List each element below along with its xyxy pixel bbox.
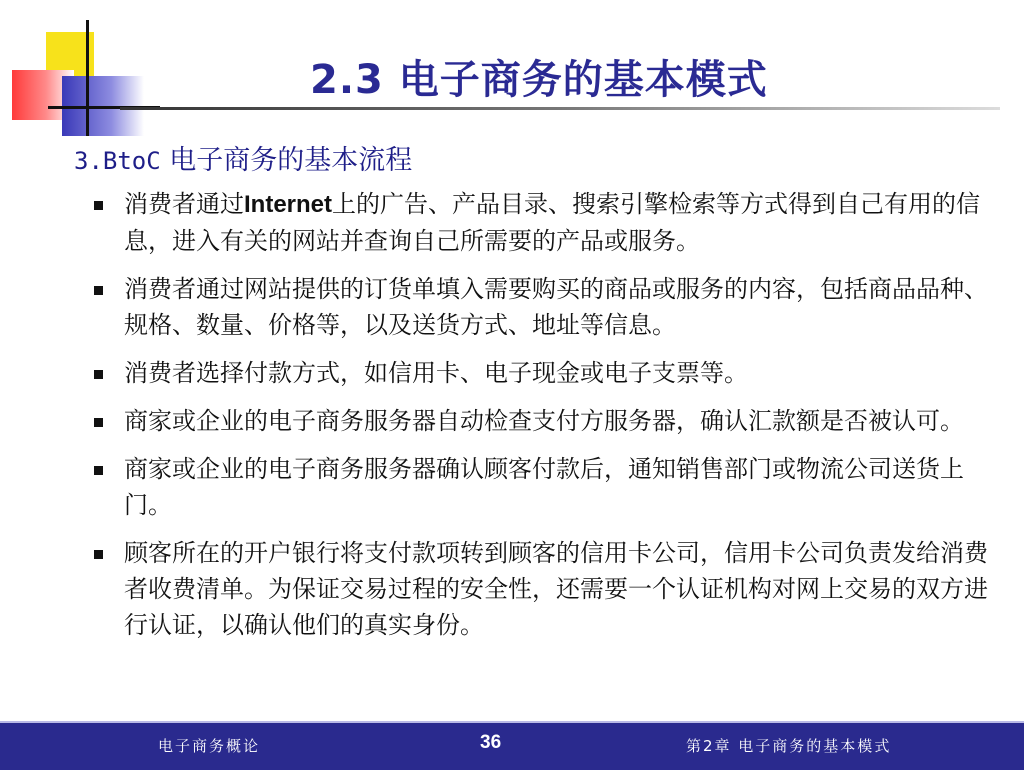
section-number: 3.BtoC [74, 147, 161, 175]
title-divider [120, 107, 1000, 110]
section-heading [74, 138, 412, 177]
bullet-list [90, 186, 990, 655]
bullet-item: 消费者选择付款方式，如信用卡、电子现金或电子支票等。 [90, 355, 990, 391]
slide-logo-decoration [0, 0, 160, 140]
footer-course-title: 电子商务概论 [158, 737, 261, 755]
bullet-item: 顾客所在的开户银行将支付款项转到顾客的信用卡公司，信用卡公司负责发给消费者收费清单。为保证交易过程的安全性，还需要一个认证机构对网上交易的双方进行认证，以确认他们的真实身份。 [90, 535, 990, 643]
page-number: 36 [480, 732, 502, 753]
slide-footer [0, 721, 1024, 770]
square-bullet-icon [94, 418, 103, 427]
square-bullet-icon [94, 201, 103, 210]
logo-vertical-line [86, 20, 89, 136]
slide-title: 2.3 电子商务的基本模式 [310, 57, 768, 103]
square-bullet-icon [94, 286, 103, 295]
square-bullet-icon [94, 370, 103, 379]
square-bullet-icon [94, 466, 103, 475]
square-bullet-icon [94, 550, 103, 559]
bullet-item: 消费者通过Internet上的广告、产品目录、搜索引擎检索等方式得到自己有用的信息，进入有关的网站并查询自己所需要的产品或服务。 [90, 186, 990, 259]
bullet-item: 商家或企业的电子商务服务器自动检查支付方服务器，确认汇款额是否被认可。 [90, 403, 990, 439]
section-heading-text: 电子商务的基本流程 [160, 145, 413, 176]
bullet-item: 商家或企业的电子商务服务器确认顾客付款后，通知销售部门或物流公司送货上门。 [90, 451, 990, 523]
bullet-item: 消费者通过网站提供的订货单填入需要购买的商品或服务的内容，包括商品品种、规格、数量、价格等，以及送货方式、地址等信息。 [90, 271, 990, 343]
footer-chapter-title: 第2章 电子商务的基本模式 [686, 737, 892, 755]
